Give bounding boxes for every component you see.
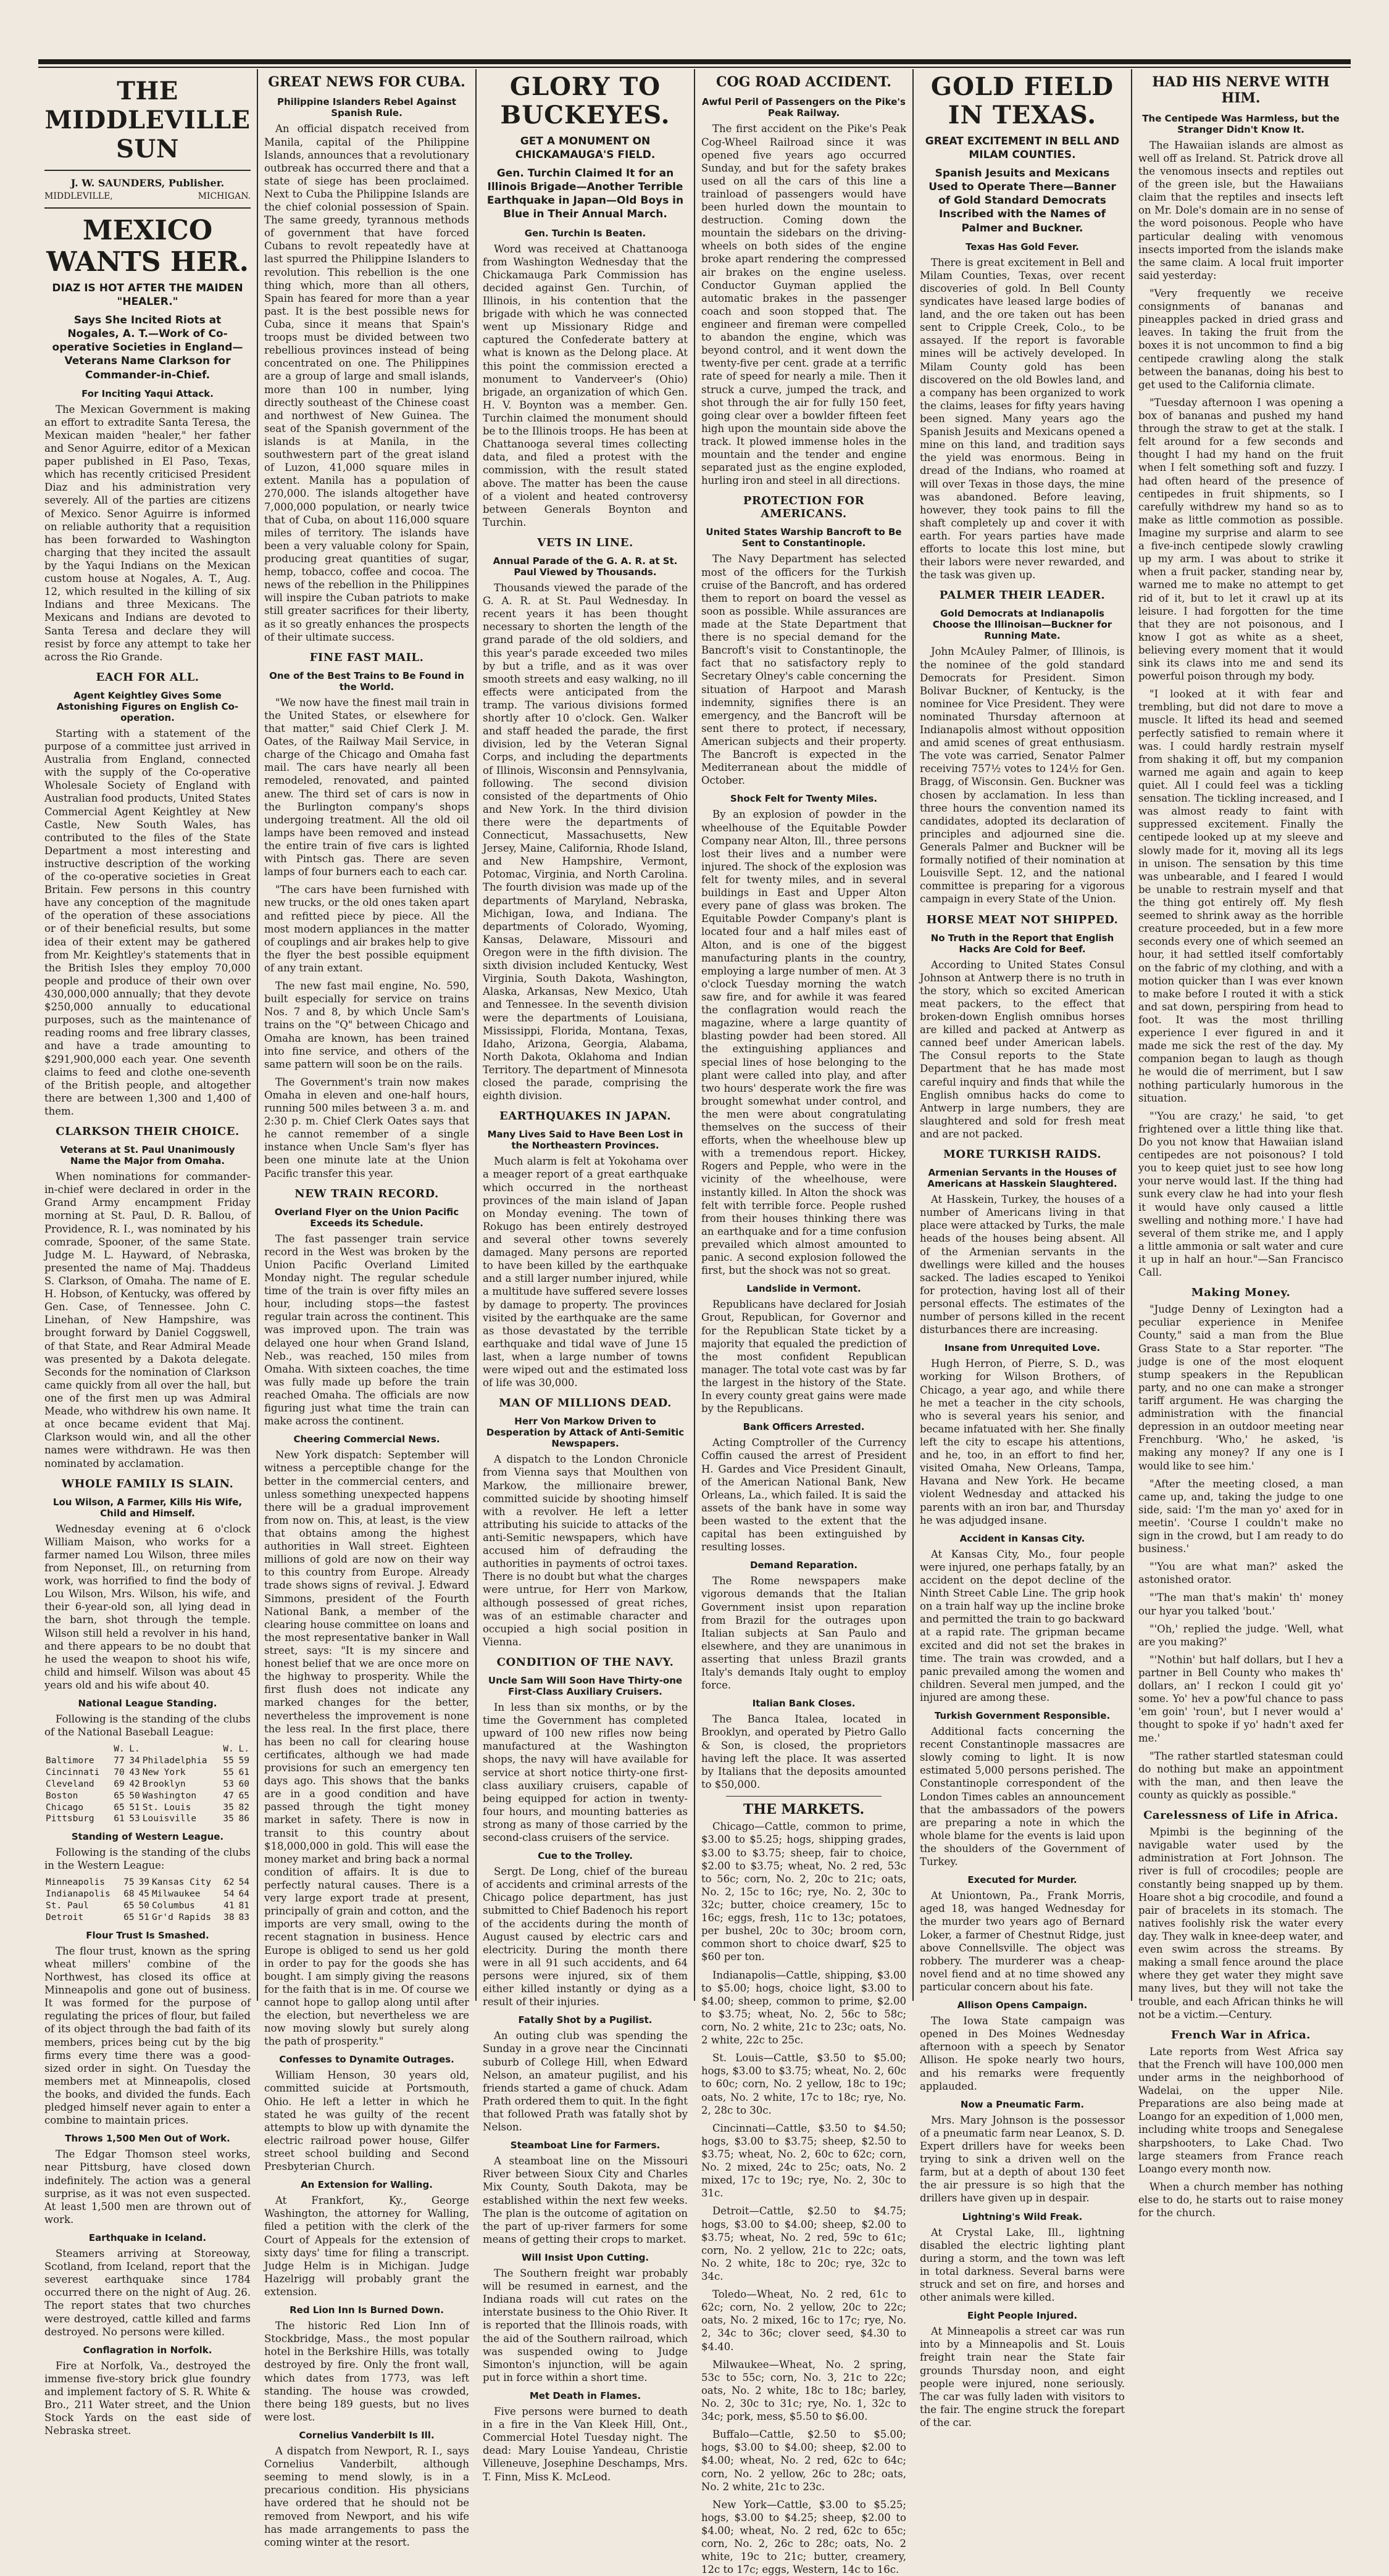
top-rule [38,59,1351,64]
table-row: Detroit 65 51 Gr'd Rapids 38 83 [46,1912,249,1922]
section-head: Bank Officers Arrested. [743,1421,865,1433]
article-head: Carelessness of Life in Africa. [1143,1809,1338,1822]
paragraph: "'You are what man?' asked the astonished orator. [1138,1561,1343,1586]
paragraph: At Hasskein, Turkey, the houses of a number of Americans living in that place were attacked by Turks, the male heads of the houses being absent. All of the Armenian servants in the dwellings were killed and the houses sacked. The ladies escaped to Yenikoi for protection, having lost all of their personal effects. The estimates of the number of persons killed in the recent disturbances there are increasing. [920,1194,1125,1336]
paragraph: Republicans have declared for Josiah Grout, Republican, for Governor and for the Republican State ticket by a majority that equaled the prediction of the most confident Republican manager. The total vote cast was by far the largest in the history of the State. In every county great gains were made by the Republicans. [701,1298,906,1415]
article-head: CONDITION OF THE NAVY. [496,1655,674,1669]
article-head: THE MARKETS. [743,1801,865,1818]
paragraph: Much alarm is felt at Yokohama over a meager report of a great earthquake which occurred in the northeast provinces of the main island of Japan on Monday evening. The town of Rokugo has been entirely destroyed and several other towns severely damaged. Many persons are reported to have been killed by the earthquake and a still larger number injured, while a multitude have suffered severe losses by damage to property. The provinces visited by the earthquake are the same as those devastated by the terrible earthquake and tidal wave of June 15 last, when a large number of towns were wiped out and the estimated loss of life was 30,000. [483,1155,688,1389]
section-head: Executed for Murder. [967,1874,1077,1886]
section-head: Insane from Unrequited Love. [944,1342,1101,1354]
paragraph: "We now have the finest mail train in the United States, or elsewhere for that matter," said Chief Clerk J. M. Oates, of the Railway Mail Service, in charge of the Chicago and Omaha fast mail. The cars have nearly all been remodeled, renovated, and painted anew. The third set of cars is now in the Burlington company's shops undergoing treatment. All the old oil lamps have been removed and instead the entire train of five cars is lighted with Pintsch gas. There are seven lamps of four burners each to each car. [264,696,469,878]
column-2 [257,69,475,2548]
paragraph: John McAuley Palmer, of Illinois, is the nominee of the gold standard Democrats for President. Simon Bolivar Buckner, of Kentucky, is the nominee for Vice President. They were nominated Thursday afternoon at Indianapolis almost without opposition and amid scenes of great enthusiasm. The vote was carried, Senator Palmer receiving 757½ votes to 124½ for Gen. Bragg, of Wisconsin. Gen. Buckner was chosen by acclamation. In less than three hours the convention named its candidates, adopted its declaration of principles and adjourned sine die. Generals Palmer and Buckner will be formally notified of their nomination at Louisville Sept. 12, and the national committee is preparing for a vigorous campaign in every State of the Union. [920,646,1125,905]
article-head: FINE FAST MAIL. [309,650,424,664]
deck: Gen. Turchin Claimed It for an Illinois Brigade—Another Terrible Earthquake in Japan—Old Boys in Blue in Their Annual March. [486,167,684,221]
publisher: J. W. SAUNDERS, Publisher. [70,177,225,189]
section-head: Landslide in Vermont. [746,1283,861,1295]
article-head: French War in Africa. [1170,2028,1311,2042]
section-head: Red Lion Inn Is Burned Down. [290,2304,444,2316]
headline: MEXICO WANTS HER. [46,215,249,278]
section-head: For Inciting Yaqui Attack. [81,388,214,399]
section-head: Cheering Commercial News. [293,1434,440,1445]
paragraph: Five persons were burned to death in a fire in the Van Kleek Hill, Ont., Commercial Hotel Tuesday night. The dead: Mary Louise Yandeau, Christie Villeneuve, Josephine Deschamps, Mrs. T. Finn, Miss K. McLeod. [483,2405,688,2483]
paragraph: The Government's train now makes Omaha in eleven and one-half hours, running 500 miles between 3 a. m. and 2:30 p. m. Chief Clerk Oates says that he cannot remember of a single instance when Uncle Sam's flyer has been one minute late at the Union Pacific transfer this year. [264,1076,469,1179]
market-report: St. Louis—Cattle, $3.50 to $5.00; hogs, $3.00 to $3.75; wheat, No. 2, 60c to 60c; corn, No. 2 yellow, 18c to 19c; oats, No. 2 white, 17c to 18c; rye, No. 2, 28c to 30c. [701,2052,906,2116]
paragraph: "'You are crazy,' he said, 'to get frightened over a little thing like that. Do you not know that Hawaiian island centipedes are not poisonous? I told you to keep quiet just to see how long your nerve would last. If the thing had sunk every claw he had into your flesh it would have only caused a little swelling and nothing more.' I have had several of them strike me, and I apply a little ammonia or salt water and cure it up in half an hour."—San Francisco Call. [1138,1110,1343,1279]
deck: Spanish Jesuits and Mexicans Used to Operate There—Banner of Gold Standard Democrats Inscribed with the Names of Palmer and Buckner. [928,167,1116,235]
section-head: No Truth in the Report that English Hacks Are Cold for Beef. [930,932,1114,955]
divider [726,1796,882,1797]
paragraph: The first accident on the Pike's Peak Cog-Wheel Railroad since it was opened five years ago occurred Sunday, and but for the safety brakes used on all the cars of this line a trainload of passengers would have been hurled down the mountain to destruction. Coming down the mountain the sidebars on the driving-wheels on both sides of the engine broke apart rendering the compressed air brakes on the engine useless. Conductor Guyman applied the automatic brakes in the passenger coach and soon stopped that. The engineer and fireman were compelled to abandon the engine, which was beyond control, and it went down the twenty-five per cent. grade at a terrific rate of speed for nearly a mile. Then it struck a curve, jumped the track, and shot through the air for fully 150 feet, going clear over a bowlder fifteen feet high upon the mountain side above the track. It plowed immense holes in the mountain and the tender and engine separated just as the engine exploded, hurling iron and steel in all directions. [701,123,906,487]
section-head: United States Warship Bancroft to Be Sent to Constantinople. [706,526,902,549]
market-report: Toledo—Wheat, No. 2 red, 61c to 62c; corn, No. 2 yellow, 20c to 22c; oats, No. 2 mixed, 16c to 17c; rye, No. 2, 34c to 36c; clover seed, $4.30 to $4.40. [701,2288,906,2353]
top-rule-thin [38,67,1351,68]
paragraph: Late reports from West Africa say that the French will have 100,000 men under arms in the neighborhood of Wadelai, on the upper Nile. Preparations are also being made at Loango for an expedition of 1,000 men, including white troops and Senegalese sharpshooters, to Lake Chad. Two large steamers from France reach Loango every month now. [1138,2045,1343,2175]
section-head: Cornelius Vanderbilt Is Ill. [299,2430,435,2441]
paragraph: "The cars have been furnished with new trucks, or the old ones taken apart and refitted piece by piece. All the most modern appliances in the matter of couplings and air brakes help to give the flyer the best possible equipment of any train extant. [264,884,469,974]
section-head: Awful Peril of Passengers on the Pike's Peak Railway. [702,96,906,119]
subheadline: GET A MONUMENT ON CHICKAMAUGA'S FIELD. [515,135,656,162]
section-head: Many Lives Said to Have Been Lost in the Northeastern Provinces. [487,1129,683,1152]
article-head: HAD HIS NERVE WITH HIM. [1152,74,1330,107]
town: MIDDLEVILLE, [44,191,113,201]
western-league-table [44,1877,251,1923]
table-row: Pittsburg 61 53 Louisville 35 86 [46,1814,249,1824]
section-head: Lou Wilson, A Farmer, Kills His Wife, Child and Himself. [52,1496,243,1519]
column-4 [694,69,912,2576]
market-report: Chicago—Cattle, common to prime, $3.00 to $5.25; hogs, shipping grades, $3.00 to $3.75; sheep, fair to choice, $2.00 to $3.75; wheat, No. 2 red, 53c to 56c; corn, No. 2, 20c to 21c; oats, No. 2, 15c to 16c; rye, No. 2, 30c to 32c; butter, choice creamery, 15c to 16c; eggs, fresh, 11c to 13c; potatoes, per bushel, 20c to 30c; broom corn, common short to choice dwarf, $25 to $60 per ton. [701,1821,906,1963]
section-head: Met Death in Flames. [529,2390,641,2401]
paragraph: When nominations for commander-in-chief were declared in order in the Grand Army encampment Friday morning at St. Paul, D. R. Ballou, of Providence, R. I., was nominated by his comrade, Spooner, of the same State. Judge M. L. Hayward, of Nebraska, presented the name of Maj. Thaddeus S. Clarkson, of Omaha. The name of E. H. Hobson, of Kentucky, was offered by Gen. Case, of Tennessee. John C. Linehan, of New Hampshire, was brought forward by Daniel Coggswell, of that State, and Rear Admiral Meade was presented by a Dakota delegate. Seconds for the nomination of Clarkson came quickly from all over the hall, but one of the first men up was Admiral Meade, who withdrew his own name. It at once became evident that Maj. Clarkson would win, and all the other names were withdrawn. He was then nominated by acclamation. [44,1171,251,1469]
paragraph: The historic Red Lion Inn of Stockbridge, Mass., the most popular hotel in the Berkshire Hills, was totally destroyed by fire. Only the front wall, which dates from 1773, was left standing. The house was crowded, there being 189 guests, but no lives were lost. [264,2320,469,2423]
paragraph: Following is the standing of the clubs in the Western League: [44,1847,251,1872]
table-row: Chicago 65 51 St. Louis 35 82 [46,1802,249,1813]
section-head: Now a Pneumatic Farm. [960,2098,1085,2110]
paragraph: Word was received at Chattanooga from Washington Wednesday that the Chickamauga Park Commission has decided against Gen. Turchin, of Illinois, in his contention that the brigade with which he was connected went up Missionary Ridge and captured the Confederate battery at what is known as the Delong place. At this point the commission erected a monument to Vanderveer's (Ohio) brigade, an organization of which Gen. H. V. Boynton was a member. Gen. Turchin claimed the monument should be to the Illinois troops. He has been at Chattanooga several times collecting data, and filed a protest with the commission, with the result stated above. The matter has been the cause of a violent and heated controversy between Generals Boynton and Turchin. [483,243,688,528]
section-head: An Extension for Walling. [301,2179,433,2191]
paragraph: Following is the standing of the clubs of the National Baseball League: [44,1713,251,1739]
paragraph: The Rome newspapers make vigorous demands that the Italian Government insist upon reparation from Brazil for the outrages upon Italian subjects at San Paulo and elsewhere, and they are unanimous in asserting that unless Brazil grants Italy's demands Italy ought to employ force. [701,1575,906,1692]
article-head: NEW TRAIN RECORD. [294,1187,439,1200]
subheadline: DIAZ IS HOT AFTER THE MAIDEN "HEALER." [52,282,243,309]
divider [44,170,251,171]
market-report: Buffalo—Cattle, $2.50 to $5.00; hogs, $3.00 to $4.00; sheep, $2.00 to $4.00; wheat, No. 2 red, 62c to 64c; corn, No. 2 yellow, 26c to 28c; oats, No. 2 white, 21c to 23c. [701,2429,906,2493]
section-head: One of the Best Trains to Be Found in the World. [269,670,464,692]
column-5 [912,69,1131,2429]
article-head: HORSE MEAT NOT SHIPPED. [926,913,1119,926]
paragraph: The Navy Department has selected most of the officers for the Turkish cruise of the Bancroft, and has ordered them to report on board the vessel as soon as possible. While assurances are made at the State Department that there is no special demand for the Bancroft's visit to Constantinople, the fact that no satisfactory reply to Secretary Olney's cable concerning the situation of Harpoot and Marash indemnity, signifies there is an emergency, and the Bancroft will be sent there to protect, if necessary, American subjects and their property. The Bancroft is expected in the Mediterranean about the middle of October. [701,553,906,787]
paragraph: "'Nothin' but half dollars, but I hev a partner in Bell County who makes th' dollars, an' I reckon I could git yo' some. Yo' hev a pow'ful chance to pass 'em goin' 'roun', but I never would a' thought to spoke if yo' hadn't axed fer me.' [1138,1653,1343,1744]
divider [44,207,251,209]
section-head: Agent Keightley Gives Some Astonishing Figures on English Co-operation. [56,689,239,723]
market-report: Cincinnati—Cattle, $3.50 to $4.50; hogs, $3.00 to $3.75; sheep, $2.50 to $3.75; wheat, No. 2, 60c to 62c; corn, No. 2 mixed, 24c to 25c; oats, No. 2 mixed, 17c to 19c; rye, No. 2, 30c to 31c. [701,2122,906,2200]
paragraph: Additional facts concerning the recent Constantinople massacres are slowly coming to light. It is now estimated 5,000 persons perished. The Constantinople correspondent of the London Times cables an announcement that the ambassadors of the powers are preparing a note in which the whole blame for the events is laid upon the shoulders of the Government of Turkey. [920,1726,1125,1868]
paragraph: At Crystal Lake, Ill., lightning disabled the electric lighting plant during a storm, and the town was left in total darkness. Several barns were struck and set on fire, and horses and other animals were killed. [920,2226,1125,2304]
section-head: Allison Opens Campaign. [957,2000,1088,2011]
article-head: MAN OF MILLIONS DEAD. [499,1397,672,1410]
article-head: EACH FOR ALL. [96,670,199,684]
article-head: EARTHQUAKES IN JAPAN. [499,1110,672,1123]
paragraph: "The rather startled statesman could do nothing but make an appointment with the man, and then leave the county as quickly as possible." [1138,1750,1343,1801]
paragraph: A dispatch to the London Chronicle from Vienna says that Moulthen von Markow, the millionaire brewer, committed suicide by shooting himself with a revolver. He left a letter attributing his suicide to attacks of the anti-Semitic newspapers, which have accused him of defrauding the authorities in payments of octroi taxes. There is no doubt but what the charges were untrue, for Herr von Markow, although possessed of great riches, was of an estimable character and occupied a high social position in Vienna. [483,1453,688,1648]
article-head: MORE TURKISH RAIDS. [943,1148,1101,1161]
column-6 [1131,69,1349,2219]
market-report: Detroit—Cattle, $2.50 to $4.75; hogs, $3.00 to $4.00; sheep, $2.00 to $3.75; wheat, No. 2 red, 59c to 61c; corn, No. 2 yellow, 21c to 22c; oats, No. 2 white, 18c to 20c; rye, 32c to 34c. [701,2205,906,2282]
paragraph: Hugh Herron, of Pierre, S. D., was working for Wilson Brothers, of Chicago, a year ago, and while there he met a teacher in the city schools, who is several years his senior, and became infatuated with her. She finally left the city to escape his attentions, and he, too, in an effort to find her, visited Omaha, New Orleans, Tampa, Havana and New York. He became violent Wednesday and attacked his parents with an iron bar, and Thursday he was adjudged insane. [920,1358,1125,1526]
paragraph: When a church member has nothing else to do, he starts out to raise money for the church. [1138,2180,1343,2219]
paragraph: William Henson, 30 years old, committed suicide at Portsmouth, Ohio. He left a letter in which he stated he was guilty of the recent attempts to blow up with dynamite the electric railroad power house, Gilfer street school building and Second Presbyterian Church. [264,2069,469,2173]
section-head: Overland Flyer on the Union Pacific Exceeds its Schedule. [274,1206,459,1229]
paragraph: The Southern freight war probably will be resumed in earnest, and the Indiana roads will cut rates on the interstate business to the Ohio River. It is reported that the Illinois roads, with the aid of the Southern railroad, which was suspended owing to Judge Simonton's injunction, will be again put in force within a short time. [483,2267,688,2383]
paragraph: An official dispatch received from Manila, capital of the Philippine Islands, announces that a revolutionary outbreak has occurred there and that a state of siege has been proclaimed. Next to Cuba the Philippine Islands are the chief colonial possession of Spain. The same greedy, tyrannous methods of government that have forced Cubans to revolt repeatedly have at last spurred the Philippine Islanders to revolution. This rebellion is the one thing which, more than all others, Spain has feared for more than a year past. It is the best possible news for Cuba, since it means that Spain's troops must be divided between two rebellious provinces instead of being concentrated on one. The Philippines are a group of large and small islands, more than 100 in number, lying directly southeast of the Chinese coast and northwest of New Guinea. The seat of the Spanish government of the islands is at Manila, in the southwestern part of the great island of Luzon, 41,000 square miles in extent. Manila has a population of 270,000. The islands altogether have 7,000,000 population, or nearly twice that of Cuba, on about 116,000 square miles of territory. The islands have been a very valuable colony for Spain, producing great quantities of sugar, hemp, tobacco, coffee and cocoa. The news of the rebellion in the Philippines will inspire the Cuban patriots to make still greater sacrifices for their liberty, as it so greatly enhances the prospects of their ultimate success. [264,123,469,643]
paragraph: Acting Comptroller of the Currency Coffin caused the arrest of President H. Gardes and Vice President Ginault, of the American National Bank, New Orleans, La., which failed. It is said the assets of the bank have in some way been wasted to the extent that the capital has been extinguished by resulting losses. [701,1437,906,1553]
table-row: Cleveland 69 42 Brooklyn 53 60 [46,1779,249,1789]
paragraph: Mpimbi is the beginning of the navigable water used by the administration at Fort Johnson. The river is full of crocodiles; people are constantly being snapped up by them. Hoare shot a big crocodile, and found a pair of bracelets in its stomach. The natives foolishly risk the water every day. They walk in knee-deep water, and even swim across the streams. By making a small fence around the place where they get water they might save many lives, but they will not take the trouble, and each African thinks he will not be a victim.—Century. [1138,1826,1343,2021]
columns [38,69,1351,2576]
paragraph: The flour trust, known as the spring wheat millers' combine of the Northwest, has closed its office at Minneapolis and gone out of business. It was formed for the purpose of regulating the prices of flour, but failed of its object through the bad faith of its members, prices being cut by the big firms every time there was a good-sized order in sight. On Tuesday the members met at Minneapolis, closed the books, and divided the funds. Each pledged himself never again to enter a combine to maintain prices. [44,1945,251,2127]
paragraph: At Minneapolis a street car was run into by a Minneapolis and St. Louis freight train near the State fair grounds Thursday noon, and eight people were injured, none seriously. The car was fully laden with visitors to the fair. The engine struck the forepart of the car. [920,2325,1125,2429]
paragraph: The Edgar Thomson steel works, near Pittsburg, have closed down indefinitely. The action was a general surprise, as it was not even suspected. At least 1,500 men are thrown out of work. [44,2148,251,2225]
table-row: Cincinnati 70 43 New York 55 61 [46,1767,249,1777]
paragraph: In less than six months, or by the time the Government has completed upward of 100 new rifles now being manufactured at the Washington shops, the navy will have available for service at short notice thirty-one first-class auxiliary cruisers, capable of being equipped for action in twenty-four hours, and mounting batteries as strong as many of those carried by the second-class cruisers of the service. [483,1701,688,1844]
table-row: Indianapolis 68 45 Milwaukee 54 64 [46,1889,249,1900]
national-league-table [44,1743,251,1825]
section-head: Lightning's Wild Freak. [962,2211,1083,2222]
section-head: Earthquake in Iceland. [88,2232,207,2243]
section-head: Turkish Government Responsible. [934,1710,1111,1722]
column-3 [475,69,694,2483]
column-1 [38,69,257,2437]
paragraph: Starting with a statement of the purpose of a committee just arrived in Australia from England, connected with the supply of the Co-operative Wholesale Society of England with Australian food products, United States Commercial Agent Keightley at New Castle, New South Wales, has contributed to the files of the State Department a most interesting and instructive description of the working of the co-operative societies in Great Britain. Few persons in this country have any conception of the magnitude of the operation of these associations or of their beneficial results, but some idea of their extent may be gathered from Mr. Keightley's statements that in the British Isles they employ 70,000 people and produce of their own over 430,000,000 annually; that they devote $250,000 annually to educational purposes, such as the maintenance of reading rooms and free library classes, and have a trade amounting to $291,900,000 each year. One seventh claims to feed and clothe one-seventh of the British people, and altogether there are between 1,300 and 1,400 of them. [44,727,251,1118]
section-head: Standing of Western League. [71,1831,224,1843]
paragraph: According to United States Consul Johnson at Antwerp there is no truth in the story, which so excited American meat packers, to the effect that broken-down English omnibus horses are killed and packed at Antwerp as canned beef under American labels. The Consul reports to the State Department that he has made most careful inquiry and finds that while the English omnibus hacks do come to Antwerp in large numbers, they are slaughtered and sold for fresh meat and are not packed. [920,958,1125,1140]
section-head: Will Insist Upon Cutting. [521,2252,649,2263]
paragraph: There is great excitement in Bell and Milam Counties, Texas, over recent discoveries of gold. In Bell County syndicates have leased large bodies of land, and the ore taken out has been sent to Cripple Creek, Colo., to be assayed. If the report is favorable mines will be actively developed. In Milam County gold has been discovered on the old Bowles land, and a company has been organized to work the claims, leases for fifty years having been signed. Many years ago the Spanish Jesuits and Mexicans opened a mine on this land, and tradition says the yield was enormous. Being in dread of the Indians, who roamed at will over Texas in those days, the mine was abandoned. Before leaving, however, they took pains to fill the shaft completely up and cover it with earth. For years parties have made efforts to locate this lost mine, but their labors were never rewarded, and the task was given up. [920,256,1125,581]
paragraph: The Hawaiian islands are almost as well off as Ireland. St. Patrick drove all the venomous insects and reptiles out of the green isle, but the Hawaiians claim that the reptiles and insects left on Mr. Dole's domain are in no sense of the word poisonous. People who have particular dealing with venomous insects imported from the islands make the same claim. A local fruit importer said yesterday: [1138,139,1343,281]
paragraph: The fast passenger train service record in the West was broken by the Union Pacific Overland Limited Monday night. The regular schedule time of the train is over fifty miles an hour, including stops—the fastest regular train across the continent. This was improved upon. The train was delayed one hour when Grand Island, Neb., was reached, 150 miles from Omaha. With sixteen coaches, the time was fully made up before the train reached Omaha. The officials are now figuring just what time the train can make across the continent. [264,1232,469,1427]
market-report: New York—Cattle, $3.00 to $5.25; hogs, $3.00 to $4.25; sheep, $2.00 to $4.00; wheat, No. 2 red, 62c to 65c; corn, No. 2, 26c to 28c; oats, No. 2 white, 19c to 21c; butter, creamery, 12c to 17c; eggs, Western, 14c to 16c. [701,2498,906,2576]
article-head: Making Money. [1191,1286,1291,1300]
paragraph: The new fast mail engine, No. 590, built especially for service on trains Nos. 7 and 8, by which Uncle Sam's trains on the "Q" between Chicago and Omaha are known, has been trained into fine service, and others of the same pattern will soon be on the rails. [264,980,469,1070]
section-head: Conflagration in Norfolk. [83,2344,212,2356]
paragraph: The Mexican Government is making an effort to extradite Santa Teresa, the Mexican maiden "healer," her father and Senor Aguirre, editor of a Mexican paper published in El Paso, Texas, which has recently criticised President Diaz and his administration very severely. All of the parties are citizens of Mexico. Senor Aguirre is informed on reliable authority that a requisition has been forwarded to Washington charging that they incited the assault by the Yaqui Indians on the Mexican custom house at Nogales, A. T., Aug. 12, which resulted in the killing of six Indians and three Mexicans. The Mexicans and Indians are devoted to Santa Teresa and declare they will resist by force any attempt to take her across the Rio Grande. [44,403,251,663]
dateline [44,191,251,201]
section-head: National League Standing. [78,1698,217,1710]
table-row: Boston 65 50 Washington 47 65 [46,1790,249,1801]
section-head: Steamboat Line for Farmers. [510,2140,661,2151]
section-head: The Centipede Was Harmless, but the Stranger Didn't Know It. [1142,112,1340,135]
paragraph: "'Oh,' replied the judge. 'Well, what are you making?' [1138,1622,1343,1648]
section-head: Veterans at St. Paul Unanimously Name the Major from Omaha. [60,1144,235,1167]
article-head: PALMER THEIR LEADER. [939,589,1106,602]
paragraph: An outing club was spending the Sunday in a grove near the Cincinnati suburb of College Hill, when Edward Nelson, an amateur pugilist, and his friends started a game of chuck. Adam Prath ordered them to quit. In the fight that followed Prath was fatally shot by Nelson. [483,2030,688,2134]
section-head: Italian Bank Closes. [752,1698,856,1710]
paragraph: The Banca Italea, located in Brooklyn, and operated by Pietro Gallo & Son, is closed, the proprietors having left the place. It was asserted by Italians that the deposits amounted to $50,000. [701,1713,906,1790]
article-head: WHOLE FAMILY IS SLAIN. [61,1477,234,1490]
paragraph: Thousands viewed the parade of the G. A. R. at St. Paul Wednesday. In recent years it has been thought necessary to shorten the length of the grand parade of the old soldiers, and this year's parade exceeded two miles by but a trifle, and as it was over smooth streets and easy walking, no ill effects were anticipated from the tramp. The various divisions formed shortly after 10 o'clock. Gen. Walker and staff headed the parade, the first division, led by the Veteran Signal Corps, and including the departments of Illinois, Wisconsin and Pennsylvania, following. The second division consisted of the departments of Ohio and New York. In the third division there were the departments of Connecticut, Massachusetts, New Jersey, Maine, California, Rhode Island, and New Hampshire, Vermont, Potomac, Virginia, and North Carolina. The fourth division was made up of the departments of Maryland, Nebraska, Michigan, Iowa, and Indiana. The departments of Colorado, Wyoming, Kansas, Delaware, Missouri and Oregon were in the fifth division. The sixth division included Kentucky, West Virginia, South Dakota, Washington, Alaska, Arkansas, New Mexico, Utah and Tennessee. In the seventh division were the departments of Louisiana, Mississippi, Florida, Montana, Texas, Idaho, Arizona, Georgia, Alabama, North Dakota, Oklahoma and Indian Territory. The department of Minnesota closed the parade, comprising the eighth division. [483,581,688,1102]
section-head: Flour Trust Is Smashed. [86,1929,209,1941]
deck: Says She Incited Riots at Nogales, A. T.—Work of Co-operative Societies in England—Veterans Name Clarkson for Commander-in-Chief. [52,314,243,381]
table-row: St. Paul 65 50 Columbus 41 81 [46,1901,249,1911]
article-head: PROTECTION FOR AMERICANS. [743,494,865,521]
market-report: Milwaukee—Wheat, No. 2 spring, 53c to 55c; corn, No. 3, 21c to 22c; oats, No. 2 white, 18c to 18c; barley, No. 2, 30c to 31c; rye, No. 1, 32c to 34c; pork, mess, $5.50 to $6.00. [701,2358,906,2423]
article-head: GREAT NEWS FOR CUBA. [268,74,465,90]
section-head: Philippine Islanders Rebel Against Spanish Rule. [277,96,457,119]
section-head: Texas Has Gold Fever. [966,241,1079,252]
paragraph: At Frankfort, Ky., George Washington, the attorney for Walling, filed a petition with the clerk of the Court of Appeals for the extension of sixty days' time for filing a transcript. Judge Helm is in Michigan. Judge Hazelrigg will probably grant the extension. [264,2195,469,2298]
section-head: Accident in Kansas City. [959,1532,1085,1544]
market-report: Indianapolis—Cattle, shipping, $3.00 to $5.00; hogs, choice light, $3.00 to $4.00; sheep, common to prime, $2.00 to $3.75; wheat, No. 2, 56c to 58c; corn, No. 2 white, 21c to 23c; oats, No. 2 white, 22c to 25c. [701,1969,906,2046]
paragraph: "I looked at it with fear and trembling, but did not dare to move a muscle. It lifted its head and seemed perfectly satisfied to remain where it was. I could hardly restrain myself from shaking it off, but my companion warned me again and again to keep quiet. All I could feel was a tickling sensation. The tickling increased, and I was almost ready to faint with suppressed excitement. Finally the centipede looked up at my sleeve and slowly made for it, moving all its legs in unison. The sensation by this time was unbearable, and I feared I would be unable to restrain myself and that the thing got entirely off. My flesh seemed to shrink away as the horrible creature proceeded, but in a few more seconds every one of which seemed an hour, it had settled itself comfortably on the fabric of my clothing, and with a motion quicker than I was ever known to make before I routed it with a stick and sat down, perspiring from head to foot. It was the most thrilling experience I ever figured in and it made me sick the rest of the day. My companion began to laugh as though he would die of merriment, but I saw nothing particularly humorous in the situation. [1138,688,1343,1104]
paragraph: "Very frequently we receive consignments of bananas and pineapples packed in dried grass and leaves. In taking the fruit from the boxes it is not uncommon to find a big centipede crawling along the stalk between the bananas, doing his best to get used to the California climate. [1138,287,1343,391]
paragraph: "Judge Denny of Lexington had a peculiar experience in Menifee County," said a man from the Blue Grass State to a Star reporter. "The judge is one of the most eloquent stump speakers in the Republican party, and no one can make a stronger tariff argument. He was charging the administration with the financial depression in an outdoor meeting near Frenchburg. 'Who,' he asked, 'is making any money? If any one is I would like to see him.' [1138,1303,1343,1472]
article-head: COG ROAD ACCIDENT. [716,74,891,90]
section-head: Cue to the Trolley. [538,1850,633,1862]
section-head: Throws 1,500 Men Out of Work. [65,2133,230,2145]
paragraph: At Uniontown, Pa., Frank Morris, aged 18, was hanged Wednesday for the murder two years ago of Bernard Loker, a farmer of Chestnut Ridge, just above Connellsville. The object was robbery. The murderer was a cheap-novel fiend and at no time showed any particular concern about his fate. [920,1890,1125,1993]
paragraph: A dispatch from Newport, R. I., says Cornelius Vanderbilt, although seeming to mend slowly, is in a precarious condition. His physicians have ordered that he should not be removed from Newport, and his wife has made arrangements to pass the coming winter at the resort. [264,2445,469,2548]
paragraph: Wednesday evening at 6 o'clock William Maison, who works for a farmer named Lou Wilson, three miles from Neponset, Ill., on returning from work, was horrified to find the body of Lou Wilson, Mrs. Wilson, his wife, and their 6-year-old son, all lying dead in the barn, shot through the temple. Wilson still held a revolver in his hand, and there appears to be no doubt that he used the weapon to shoot his wife, child and himself. Wilson was about 45 years old and his wife about 40. [44,1523,251,1691]
section-head: Shock Felt for Twenty Miles. [730,793,878,805]
state: MICHIGAN. [198,191,251,201]
headline: GLORY TO BUCKEYES. [500,72,670,130]
section-head: Annual Parade of the G. A. R. at St. Paul Viewed by Thousands. [493,555,678,578]
paragraph: New York dispatch: September will witness a perceptible change for the better in the commercial centers, and unless something unexpected happens there will be a gradual improvement from now on. This, at least, is the view that obtains among the highest authorities in Wall street. Eighteen millions of gold are now on their way to this country from Europe. Already trade shows signs of revival. J. Edward Simmons, president of the Fourth National Bank, a member of the clearing house committee on loans and the most representative banker in Wall street, says: "It is my sincere and honest belief that we are once more on the highway to prosperity. While the first flush does not indicate any marked changes for the better, nevertheless the improvement is none the less real. In the first place, there has been no call for clearing house certificates, although we had made provisions for such an emergency ten days ago. This shows that the banks are in a good condition and have passed through the tight money market in safety. There is now in transit to this country about $18,000,000 in gold. This will ease the money market and bring back a normal condition of affairs. It is due to perfectly natural causes. There is a very large export trade at present, principally of grain and cotton, and the imports are very small, owing to the recent stagnation in business. Hence Europe is obliged to send us her gold in order to pay for the goods she has bought. I am simply giving the reasons for the faith that is in me. Of course we cannot hope to gallop along until after the election, but nevertheless we are now moving slowly but surely along the path of prosperity." [264,1449,469,2048]
paragraph: A steamboat line on the Missouri River between Sioux City and Charles Mix County, South Dakota, may be established within the next few weeks. The plan is the outcome of agitation on the part of up-river farmers for some means of getting their crops to market. [483,2155,688,2245]
paragraph: The Iowa State campaign was opened in Des Moines Wednesday afternoon with a speech by Senator Allison. He spoke nearly two hours, and his remarks were frequently applauded. [920,2015,1125,2092]
section-head: Eight People Injured. [967,2310,1078,2322]
paragraph: Mrs. Mary Johnson is the possessor of a pneumatic farm near Leanox, S. D. Expert drillers have for weeks been trying to sink a driven well on the farm, but at a depth of about 130 feet the air pressure is so high that the drillers have given up in despair. [920,2114,1125,2204]
section-head: Fatally Shot by a Pugilist. [518,2014,653,2026]
subheadline: GREAT EXCITEMENT IN BELL AND MILAM COUNTIES. [925,135,1120,162]
masthead-title: THE MIDDLEVILLE SUN [44,77,251,164]
paragraph: "'The man that's makin' th' money our hyar you talked 'bout.' [1138,1592,1343,1617]
paragraph: Sergt. De Long, chief of the bureau of accidents and criminal arrests of the Chicago police department, has just submitted to Chief Badenoch his report of the accidents during the month of August caused by electric cars and electricity. During the month there were in all 91 such accidents, and 64 persons were injured, six of them either killed instantly or dying as a result of their injuries. [483,1866,688,2008]
paragraph: Steamers arriving at Storeoway, Scotland, from Iceland, report that the severest earthquake since 1784 occurred there on the night of Aug. 26. The report states that two churches were destroyed, cattle killed and farms destroyed. No persons were killed. [44,2247,251,2338]
section-head: Gold Democrats at Indianapolis Choose the Illinoisan—Buckner for Running Mate. [932,608,1112,642]
paragraph: "After the meeting closed, a man came up, and, taking the judge to one side, said: 'I'm the man yo' axed for in meetin'. 'Course I couldn't make no sign in the crowd, but I am ready to do business.' [1138,1477,1343,1555]
table-row: Minneapolis 75 39 Kansas City 62 54 [46,1877,249,1888]
table-header: W. L. W. L. [114,1744,249,1755]
headline: GOLD FIELD IN TEXAS. [930,72,1114,130]
section-head: Demand Reparation. [749,1560,858,1571]
section-head: Herr Von Markow Driven to Desperation by Attack of Anti-Semitic Newspapers. [486,1416,685,1450]
paragraph: At Kansas City, Mo., four people were injured, one perhaps fatally, by an accident on the depot decline of the Ninth Street Cable Line. The grip hook on a train half way up the incline broke and permitted the train to go backward at a rapid rate. The gripman became excited and did not set the brakes in time. The train was crowded, and a panic prevailed among the women and children. Several men jumped, and the injured are among these. [920,1548,1125,1703]
article-head: CLARKSON THEIR CHOICE. [56,1125,240,1139]
section-head: Confesses to Dynamite Outrages. [279,2054,454,2066]
paragraph: By an explosion of powder in the wheelhouse of the Equitable Powder Company near Alton, Ill., three persons lost their lives and a number were injured. The shock of the explosion was felt for twenty miles, and in several buildings in East and Upper Alton every pane of glass was broken. The Equitable Powder Company's plant is located four and a half miles east of Alton, and is one of the biggest manufacturing plants in the country, employing a large number of men. At 3 o'clock Tuesday morning the watch saw fire, and for awhile it was feared the conflagration would reach the magazine, where a large quantity of blasting powder had been stored. All the extinguishing appliances and special lines of hose belonging to the plant were called into play, and after two hours' desperate work the fire was brought somewhat under control, and the men were about congratulating themselves on the success of their efforts, when the wheelhouse blew up with a tremendous report. Hickey, Rogers and Pepple, who were in the vicinity of the wheelhouse, were instantly killed. In Alton the shock was felt with terrible force. People rushed from their houses thinking there was an earthquake and for a time confusion prevailed which almost amounted to panic. A second explosion followed the first, but the shock was not so great. [701,808,906,1277]
article-head: VETS IN LINE. [537,536,633,549]
table-row: Baltimore 77 34 Philadelphia 55 59 [46,1756,249,1766]
section-head: Gen. Turchin Is Beaten. [524,227,646,239]
paragraph: "Tuesday afternoon I was opening a box of bananas and pushed my hand through the straw to get at the stalk. I felt around for a few seconds and thought I had my hand on the fruit when I felt something soft and fuzzy. I had often heard of the presence of centipedes in fruit shipments, so I carefully withdrew my hand so as to make as little commotion as possible. Imagine my surprise and alarm to see a five-inch centipede slowly crawling up my arm. I was about to strike it when a fruit packer, standing near by, warned me to make no attempt to get rid of it, but to let it crawl up at its leisure. I had forgotten for the time that they are not poisonous, and I know I got as white as a sheet, believing every moment that it would sink its claws into me and send its powerful poison through my body. [1138,396,1343,683]
paragraph: Fire at Norfolk, Va., destroyed the immense five-story brick glue foundry and implement factory of S. R. White & Bro., 211 Water street, and the Union Stock Yards on the east side of Nebraska street. [44,2359,251,2437]
section-head: Armenian Servants in the Houses of Americans at Hasskein Slaughtered. [927,1167,1117,1190]
section-head: Uncle Sam Will Soon Have Thirty-one First-Class Auxiliary Cruisers. [488,1674,683,1697]
